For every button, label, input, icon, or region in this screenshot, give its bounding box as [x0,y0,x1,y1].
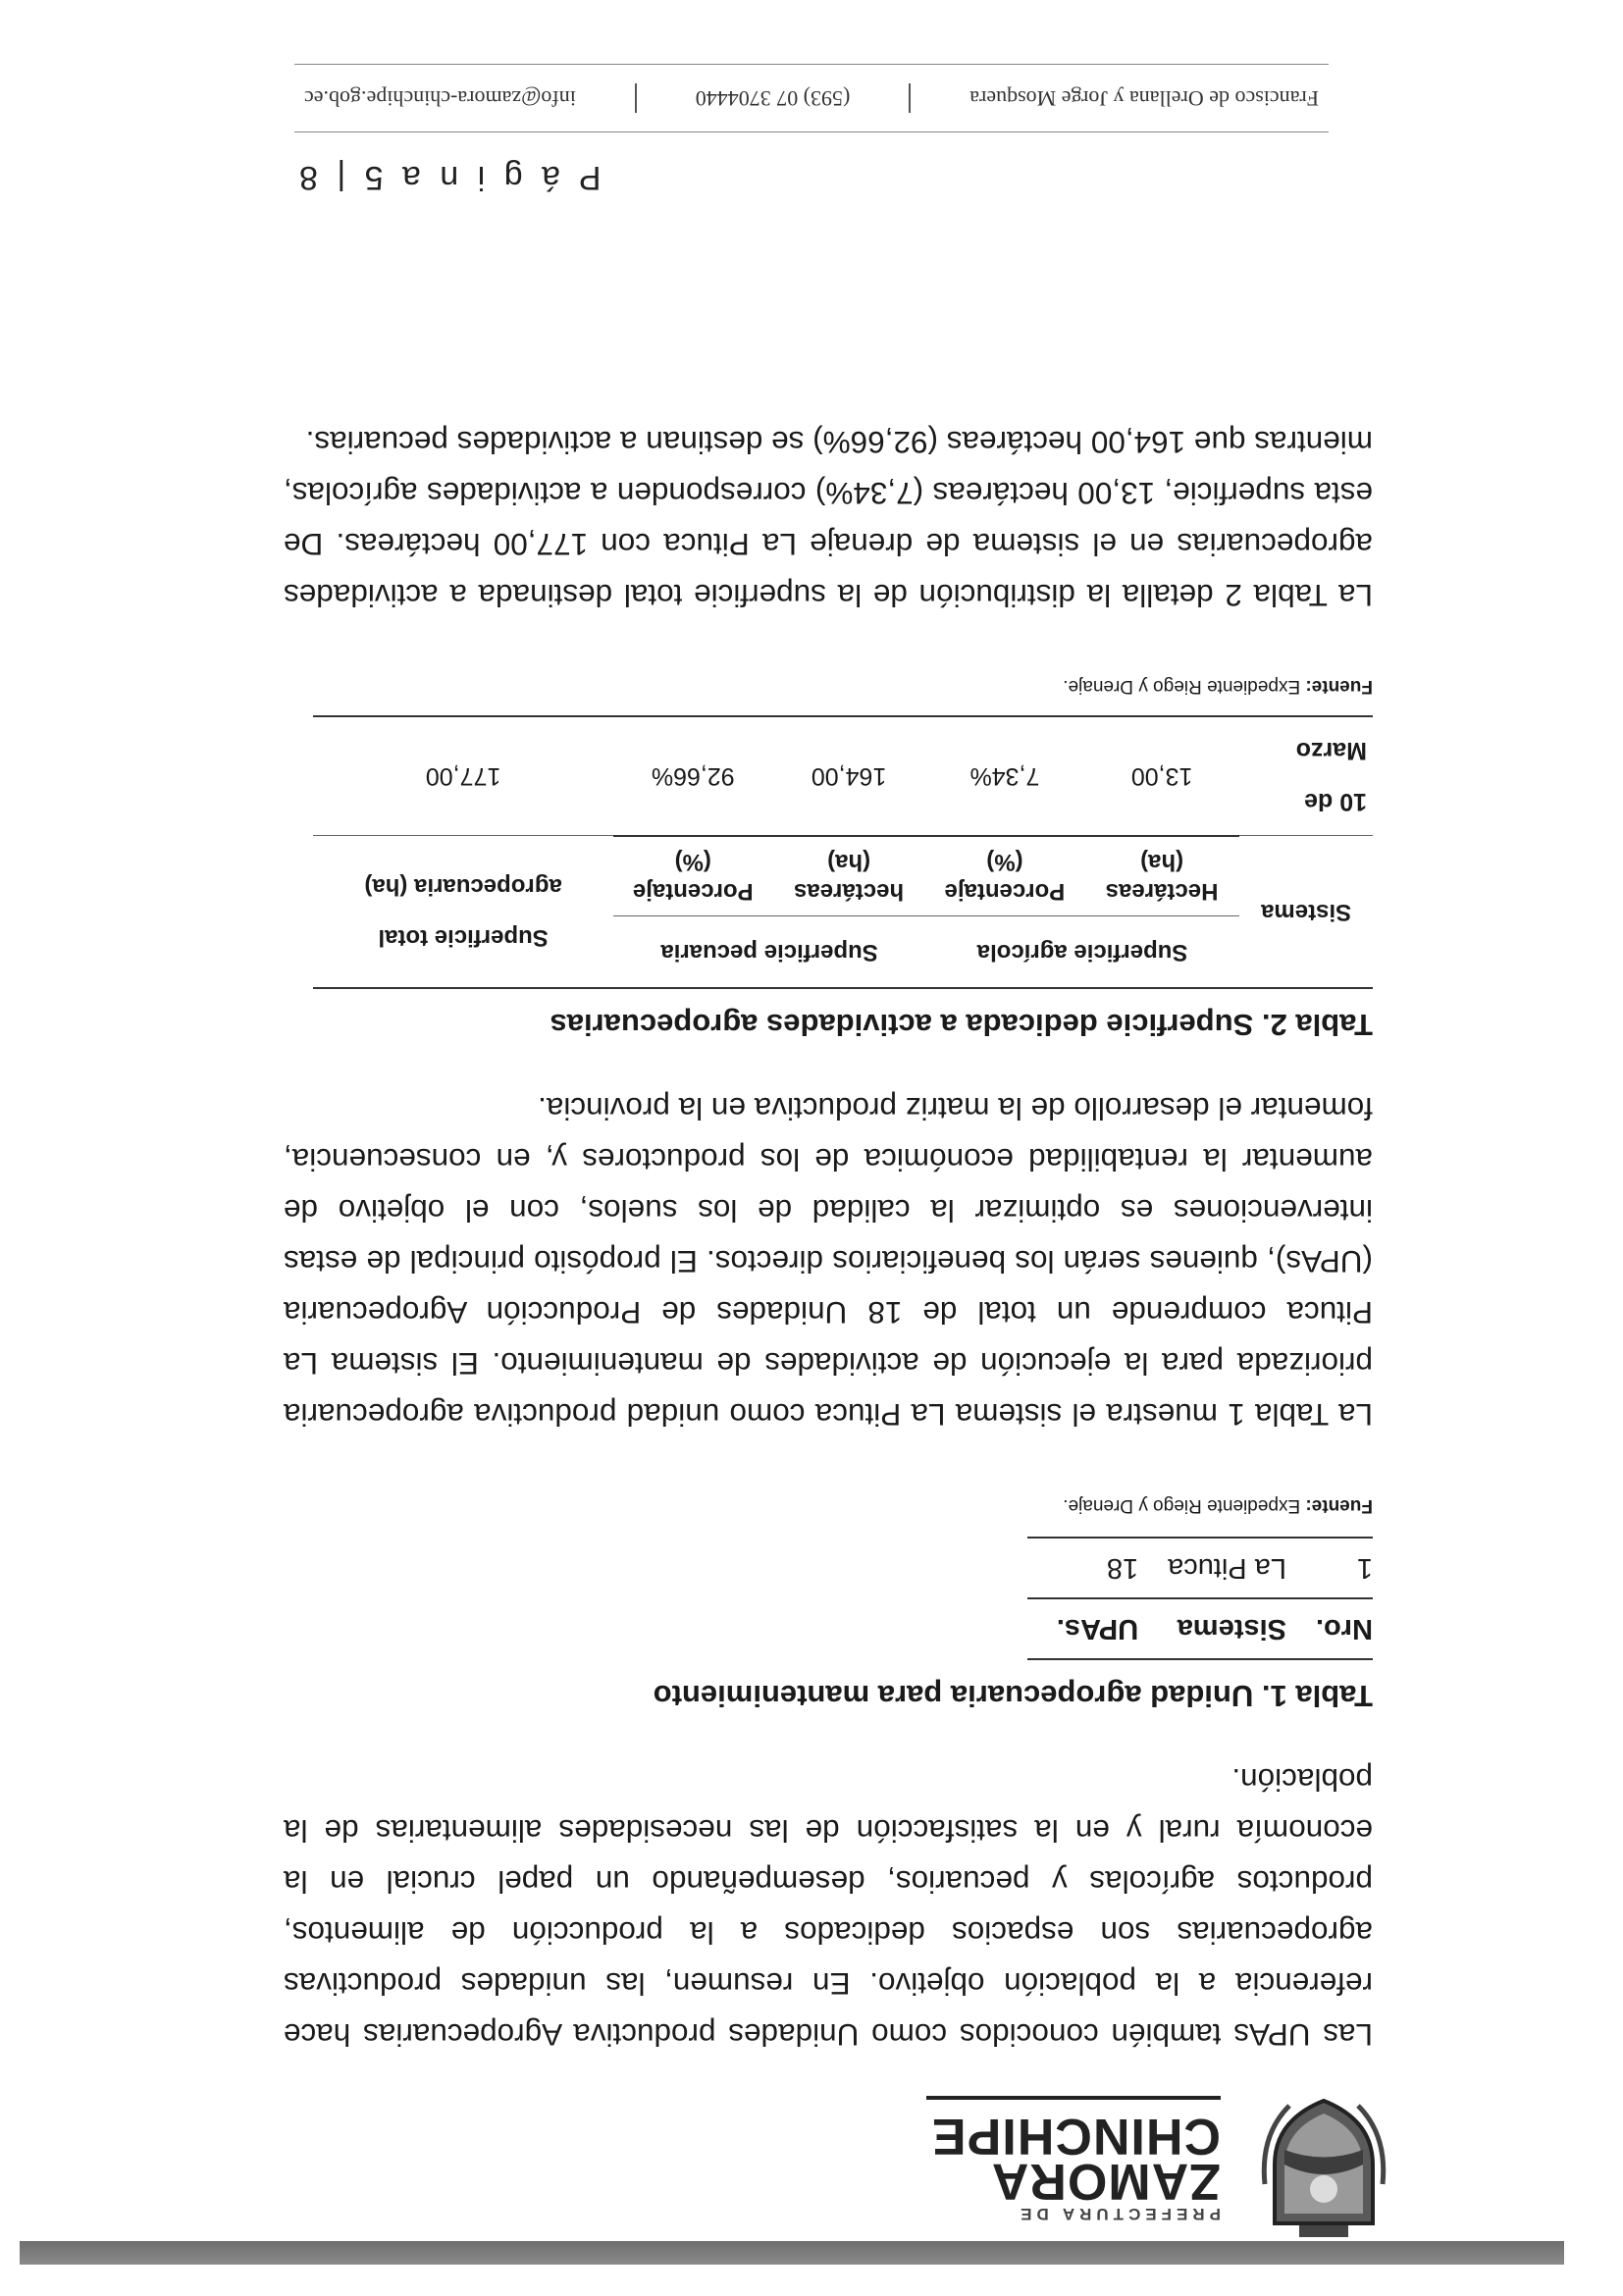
table2-cell: 177,00 [313,717,613,837]
letterhead [245,2037,1387,2243]
footer-divider [635,83,637,113]
table2-subheader-pct-agricola: Porcentaje (%) [925,836,1084,916]
table-row [313,717,1373,837]
table1-header-nro: Nro. [1286,1598,1373,1659]
table2 [313,716,1373,990]
table1-caption: Tabla 1. Unidad agropecuaria para mantenimiento [653,1679,1373,1713]
table2-subheader-ha-pecuaria: hectáreas (ha) [772,836,925,916]
table2-caption: Tabla 2. Superficie dedicada a actividades agropecuarias [550,1008,1373,1042]
org-name-line1: ZAMORA [990,2153,1221,2210]
org-small-label: PREFECTURA DE [1016,2205,1221,2223]
table2-subheader-pct-pecuaria: Porcentaje (%) [613,836,772,916]
footer [294,64,1329,132]
table2-header-agricola: Superficie agrícola [925,916,1239,989]
coat-of-arms-icon [1260,2096,1387,2243]
top-decorative-bar [20,2241,1564,2265]
table2-header-sistema: Sistema [1239,836,1373,988]
table1-source [284,1480,1373,1531]
table2-cell: 92,66% [613,717,772,837]
paragraph-table1-description: La Tabla 1 muestra el sistema La Pituca como unidad productiva agropecuaria priorizada para la ejecución de actividades de mantenimiento. El sistema La Pituca comprende un total de 18 Unidades de Producción Agropecuaria (UPAs), quienes serán los beneficiarios directos. El propósito principal de estas intervenciones es optimizar la calidad de los suelos, con el objetivo de aumentar la rentabilidad económica de los productores y, en consecuencia, fomentar el desarrollo de la matriz productiva en la provincia. [284,1091,1373,1433]
table2-header-total: Superficie total agropecuaria (ha) [313,836,613,988]
table2-header-pecuaria: Superficie pecuaria [613,916,925,989]
footer-phone: (593) 07 3704440 [695,86,851,111]
table1 [1027,1537,1373,1660]
table1-cell: 18 [1027,1538,1138,1598]
table1-source-text: Expediente Riego y Drenaje. [1063,1495,1306,1516]
org-name-line2: CHINCHIPE [930,2108,1221,2165]
brand-underline [926,2096,1221,2100]
table2-cell: 164,00 [772,717,925,837]
table1-header-sistema: Sistema [1138,1598,1286,1659]
paragraph-table2-description: La Tabla 2 detalla la distribución de la superficie total destinada a actividades agropecuarias en el sistema de drenaje La Pituca con 177,00 hectáreas. De esta superficie, 13,00 hectáreas (7,34%) corresponden a actividades agrícolas, mientras que 164,00 hectáreas (92,66%) se destinan a actividades pecuarias. [284,425,1373,614]
table1-cell: La Pituca [1138,1538,1286,1598]
table2-cell: 7,34% [925,717,1084,837]
document-body [284,385,1373,2061]
table2-source-text: Expediente Riego y Drenaje. [1063,676,1306,698]
table2-source-label: Fuente: [1305,676,1373,698]
page-number: P á g i n a 5 | 8 [294,159,602,196]
table1-cell: 1 [1286,1538,1373,1598]
footer-address: Francisco de Orellana y Jorge Mosquera [969,86,1319,111]
table1-source-label: Fuente: [1305,1495,1373,1516]
organization-brand [907,2096,1221,2223]
table2-subheader-ha-agricola: Hectáreas (ha) [1084,836,1239,916]
table2-cell: 10 de Marzo [1239,717,1373,837]
table-row [1027,1538,1373,1598]
footer-email[interactable]: info@zamora-chinchipe.gob.ec [304,86,576,111]
table2-cell: 13,00 [1084,717,1239,837]
table1-header-upas: UPAs. [1027,1598,1138,1659]
table2-source [284,661,1373,712]
paragraph-upas-definition: Las UPAs también conocidos como Unidades productiva Agropecuarias hace referencia a la población objetivo. En resumen, las unidades productivas agropecuarias son espacios dedicados a la producción de alimentos, productos agrícolas y pecuarios, desempeñando un papel crucial en la economía rural y en la satisfacción de las necesidades alimentarias de la población. [284,1762,1373,2053]
footer-divider [909,83,911,113]
